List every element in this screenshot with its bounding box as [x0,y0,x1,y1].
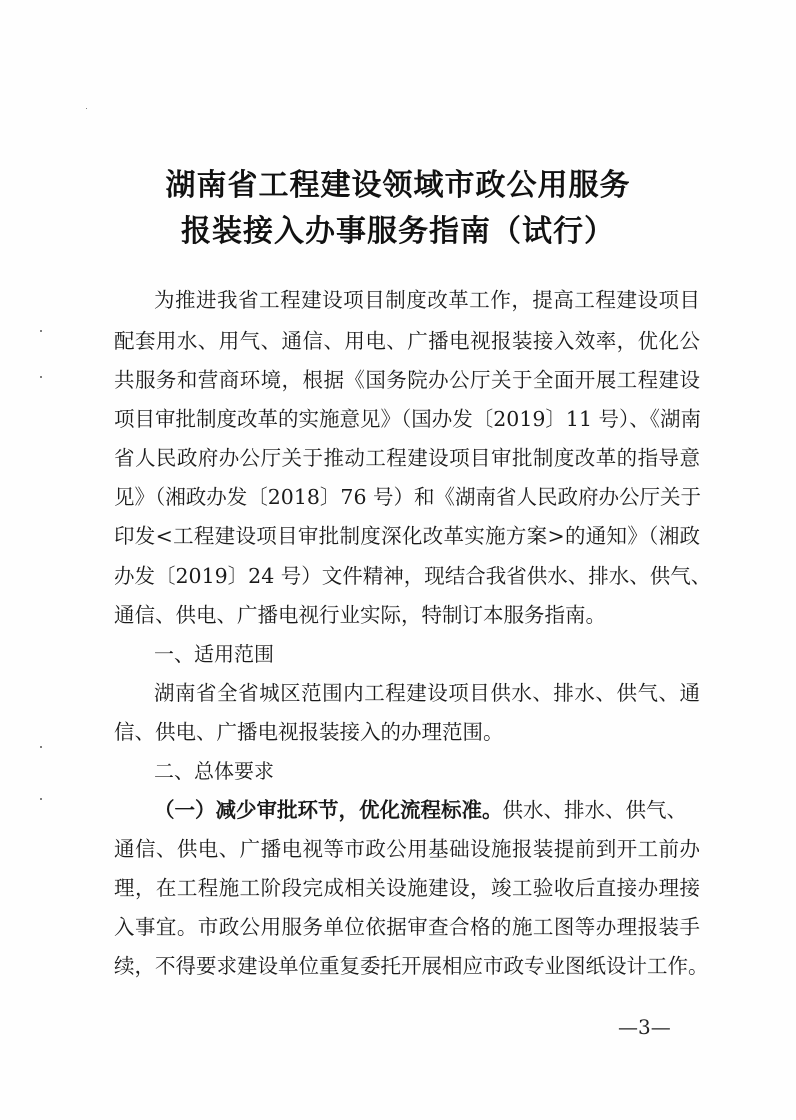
intro-line: 办发〔2019〕24 号）文件精神，现结合我省供水、排水、供气、 [114,564,712,588]
scan-speck [40,798,42,800]
scan-speck [40,746,42,748]
intro-line: 项目审批制度改革的实施意见》（国办发〔2019〕11 号）、《湖南 [114,407,702,431]
section-line: 续，不得要求建设单位重复委托开展相应市政专业图纸设计工作。 [114,954,709,978]
scan-speck [40,330,42,332]
document-title-line-2: 报装接入办事服务指南（试行） [181,214,615,249]
intro-line: 省人民政府办公厅关于推动工程建设项目审批制度改革的指导意 [114,446,700,470]
intro-line: 见》（湘政办发〔2018〕76 号）和《湖南省人民政府办公厅关于 [114,485,702,509]
section-line: 湖南省全省城区范围内工程建设项目供水、排水、供气、通 [154,681,700,705]
section-line: 通信、供电、广播电视等市政公用基础设施报装提前到开工前办 [114,837,700,861]
scan-speck [40,376,42,378]
subsection-heading: （一）减少审批环节，优化流程标准。 [154,798,503,822]
scan-speck [86,108,87,109]
section-line: 入事宜。市政公用服务单位依据审查合格的施工图等办理报装手 [114,915,700,939]
intro-line: 配套用水、用气、通信、用电、广播电视报装接入效率，优化公 [114,329,700,353]
page-number: —3— [618,1015,671,1039]
section-line: 信、供电、广播电视报装接入的办理范围。 [114,720,504,744]
section-heading: 二、总体要求 [154,759,274,783]
document-title-line-1: 湖南省工程建设领域市政公用服务 [165,168,631,203]
section-heading: 一、适用范围 [154,642,274,666]
section-line: 理，在工程施工阶段完成相关设施建设，竣工验收后直接办理接 [114,876,700,900]
subsection-text: 供水、排水、供气、 [502,798,687,822]
subsection-line [154,796,700,824]
intro-line: 共服务和营商环境，根据《国务院办公厅关于全面开展工程建设 [114,368,700,392]
intro-line: 为推进我省工程建设项目制度改革工作，提高工程建设项目 [154,288,700,312]
intro-line: 印发<工程建设项目审批制度深化改革实施方案>的通知》（湘政 [114,524,700,548]
intro-line: 通信、供电、广播电视行业实际，特制订本服务指南。 [114,603,606,627]
